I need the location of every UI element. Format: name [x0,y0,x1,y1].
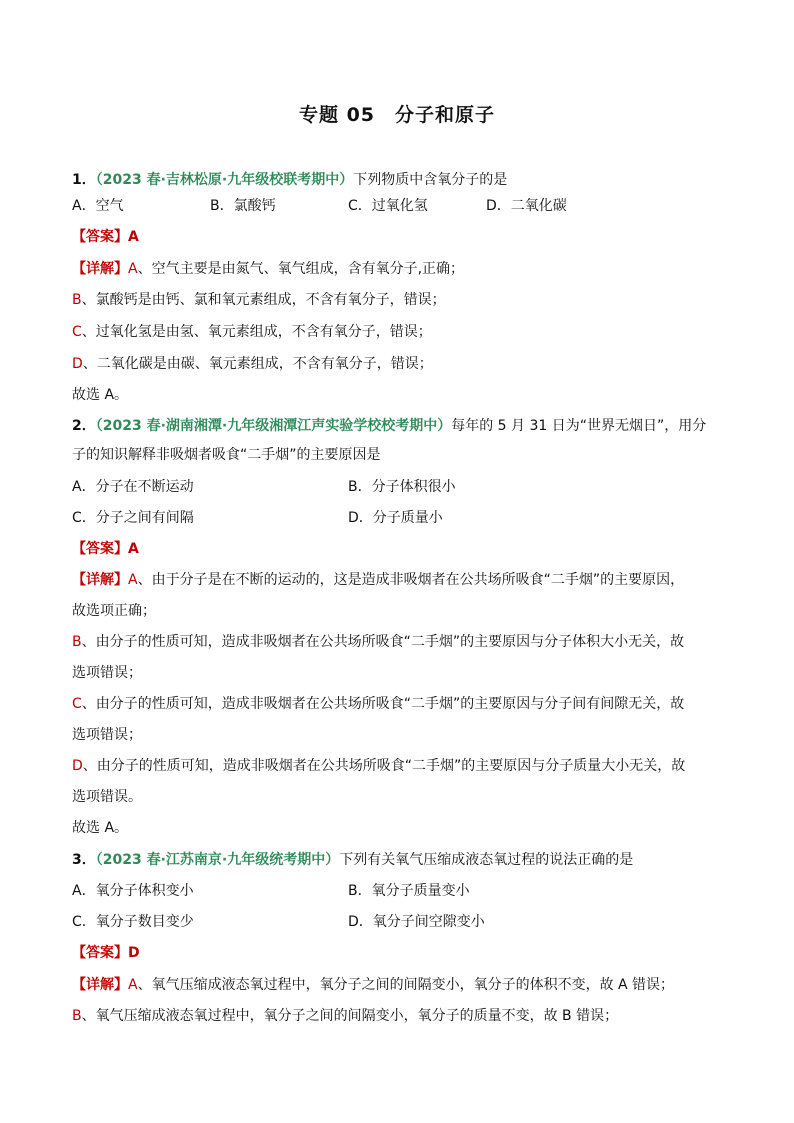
q3-answer-value: D [128,945,140,961]
detail-label: 【详解】 [72,261,128,277]
q3-stem: 下列有关氧气压缩成液态氧过程的说法正确的是 [339,852,634,868]
q1-option-c: C．过氧化氢 [348,198,428,214]
q1-detail-b: B、氯酸钙是由钙、氯和氧元素组成，不含有氧分子，错误； [72,292,446,308]
q3-option-c: C．氧分子数目变少 [72,914,194,930]
q1-conclusion: 故选 A。 [72,387,129,403]
q2-option-a: A．分子在不断运动 [72,479,194,495]
q3-option-d: D．氧分子间空隙变小 [348,914,485,930]
q2-stem-line-1 [72,416,722,436]
q2-answer-value: A [128,541,139,557]
q2-detail-c-1: C、由分子的性质可知，造成非吸烟者在公共场所吸食“二手烟”的主要原因与分子间有间隙无关，故 [72,696,685,712]
q1-detail-a: 【详解】A、空气主要是由氮气、氧气组成，含有氧分子,正确； [72,261,465,277]
q1-answer-value: A [128,229,139,245]
q2-detail-a-2: 故选项正确； [72,603,156,619]
q1-detail-c: C、过氧化氢是由氢、氧元素组成，不含有氧分子，错误； [72,324,432,340]
q3-source: （2023 春·江苏南京·九年级统考期中） [95,852,340,868]
q2-option-d: D．分子质量小 [348,510,443,526]
q2-option-c: C．分子之间有间隔 [72,510,194,526]
q2-detail-b-1: B、由分子的性质可知，造成非吸烟者在公共场所吸食“二手烟”的主要原因与分子体积大小无关，故 [72,634,685,650]
q1-option-b: B．氯酸钙 [210,198,276,214]
q3-stem-line [72,850,722,870]
q2-detail-d-2: 选项错误。 [72,789,142,805]
q2-detail-d-1: D、由分子的性质可知，造成非吸烟者在公共场所吸食“二手烟”的主要原因与分子质量大小无关，故 [72,758,686,774]
q1-stem: 下列物质中含氧分子的是 [353,172,508,188]
q1-option-a: A．空气 [72,198,124,214]
q3-option-a: A．氧分子体积变小 [72,883,194,899]
q2-detail-c-2: 选项错误； [72,727,142,743]
page-title: 专题 05 分子和原子 [298,104,496,126]
q3-detail-a: 【详解】A、氧气压缩成液态氧过程中，氧分子之间的间隔变小，氧分子的体积不变，故 A 错误； [72,977,675,993]
q3-detail-b: B、氧气压缩成液态氧过程中，氧分子之间的间隔变小，氧分子的质量不变，故 B 错误； [72,1008,619,1024]
q1-option-d: D．二氧化碳 [486,198,567,214]
q1-stem-line [72,170,722,190]
q2-source: （2023 春·湖南湘潭·九年级湘潭江声实验学校校考期中） [95,418,452,434]
q2-answer: 【答案】A [72,541,139,557]
q1-answer [72,227,722,247]
q2-number: 2． [72,418,96,434]
q3-option-b: B．氧分子质量变小 [348,883,470,899]
q2-conclusion: 故选 A。 [72,820,129,836]
q3-answer: 【答案】D [72,945,140,961]
q2-stem-part-1: 每年的 5 月 31 日为“世界无烟日”，用分 [451,418,707,434]
q2-stem-line-2: 子的知识解释非吸烟者吸食“二手烟”的主要原因是 [72,447,381,463]
q1-detail-d: D、二氧化碳是由碳、氧元素组成，不含有氧分子，错误； [72,356,433,372]
answer-label: 【答案】 [72,229,128,245]
q2-option-b: B．分子体积很小 [348,479,456,495]
q2-detail-a-1: 【详解】A、由于分子是在不断的运动的，这是造成非吸烟者在公共场所吸食“二手烟”的主要原因， [72,572,685,588]
q2-detail-b-2: 选项错误； [72,665,142,681]
q3-number: 3． [72,852,96,868]
q1-number: 1． [72,172,96,188]
q1-source: （2023 春·吉林松原·九年级校联考期中） [95,172,354,188]
